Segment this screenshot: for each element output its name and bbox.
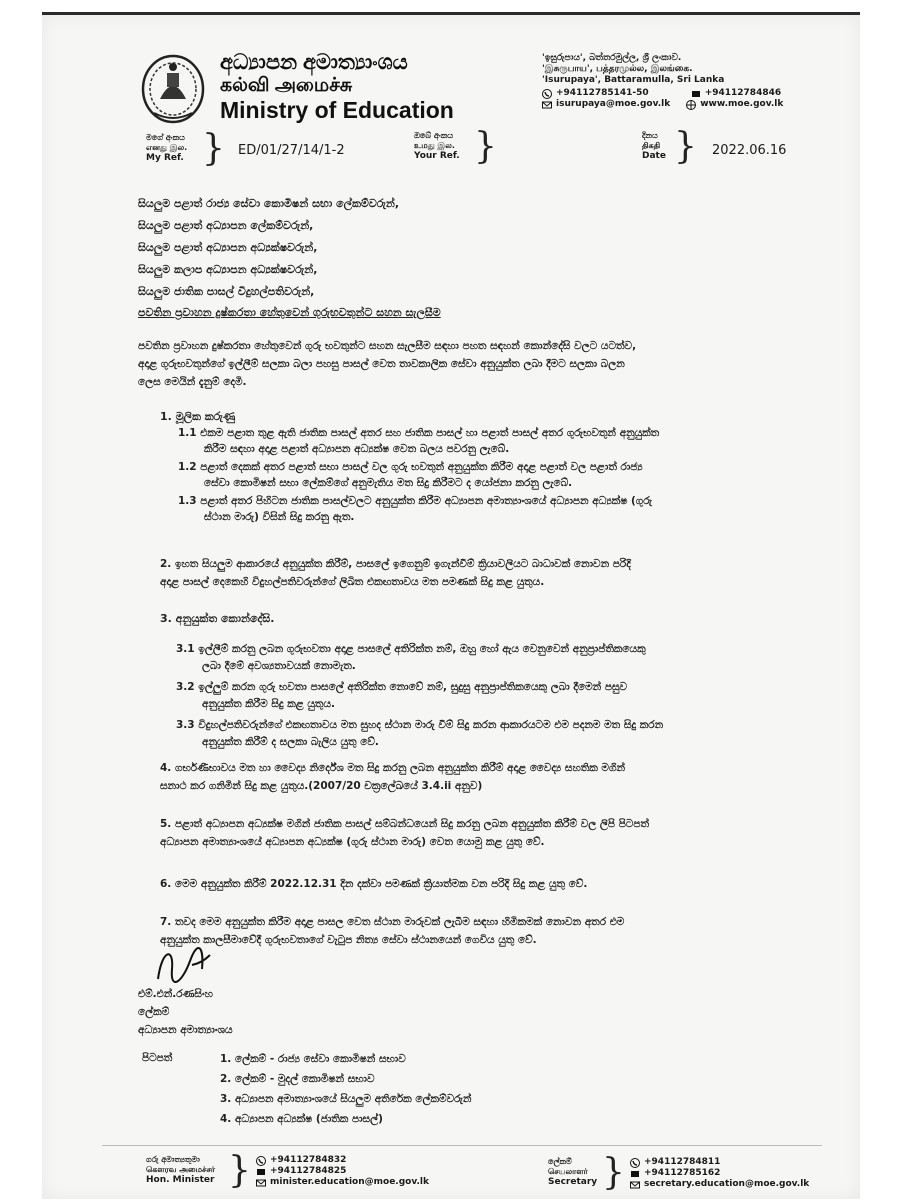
minister-phone: +94112784832 [270,1155,347,1165]
minister-label-si: ගරු අමාත්‍යතුමා [146,1155,200,1164]
letter-subject: පවතින ප්‍රවාහන දුෂ්කරතා හේතුවෙන් ගුරුභවතුන්ට සහන සැලසීම [138,306,441,319]
date-value: 2022.06.16 [712,143,787,158]
minister-label-ta: கௌரவ அமைச்சர் [146,1165,216,1174]
addressee-item: සියලුම පළාත් අධ්‍යාපන ලේකම්වරුන්, [138,219,314,232]
intro-line: ලෙස මෙයින් දැනුම් දෙමි. [138,376,247,388]
phone-number: +94112785141-50 [556,88,649,98]
minister-brace: } [228,1150,251,1191]
section-2-line: අදාළ පාසල් දෙකෙහි විදුහල්පතිවරුන්ගේ ලිඛිත එකඟතාවය මත පමණක් සිදු කළ යුතුය. [160,576,545,588]
item-1-2-line: සේවා කොමිෂන් සභා ලේකම්ගේ අනුමැතිය මත සිදු කිරීමට ද යෝජනා කරනු ලැබේ. [204,477,573,489]
item-3-2-line: 3.2 ඉල්ලුම් කරන ගුරු භවතා පාසලේ අතිරික්ත නොවේ නම්, සුදුසු අනුප්‍රාප්තිකයෙකු ලබා දීමෙන් පසුව [176,681,628,693]
addressee-item: සියලුම පළාත් අධ්‍යාපන අධ්‍යක්ෂවරුන්, [138,241,318,254]
secretary-brace: } [602,1152,625,1193]
section-2-line: 2. ඉහත සියලුම ආකාරයේ අනුයුක්ත කිරීම්, පාසලේ ඉගෙනුම් ඉගැන්වීම් ක්‍රියාවලියට බාධාවක් නොවන පරිදි [160,558,631,570]
copies-item: 1. ලේකම් - රාජ්‍ය සේවා කොමිෂන් සභාව [220,1053,406,1065]
handwritten-signature-icon [152,939,222,989]
ministry-name-english: Ministry of Education [220,97,454,123]
fax-number: +94112784846 [704,88,782,98]
addressee-item: සියලුම පළාත් රාජ්‍ය සේවා කොමිෂන් සභා ලේකම්වරුන්, [138,197,400,210]
intro-paragraph [138,337,838,391]
item-1-2-line: 1.2 පළාත් දෙකක් අතර පළාත් සභා පාසල් වල ගුරු භවතුන් අනුයුක්ත කිරීම අදාළ පළාත් වල පළාත් රාජ්‍ය [178,461,643,473]
section-1-items [178,425,838,525]
item-1-1-line: 1.1 එකම පළාත තුළ ඇති ජාතික පාසල් අතර සහ ජාතික පාසල් හා පළාත් පාසල් අතර ගුරුභවතුන් අනුයුක්ත [178,427,660,439]
email-icon [542,100,552,110]
secretary-email: secretary.education@moe.gov.lk [644,1179,810,1189]
item-1-1-line: කිරීම සඳහා අදාළ පළාත් අධ්‍යාපන අධ්‍යක්ෂ වෙත බලය පවරනු ලැබේ. [204,443,510,455]
footer-divider [102,1145,822,1146]
intro-line: පවතින ප්‍රවාහන දුෂ්කරතා හේතුවෙන් ගුරු භවතුන්ට සහන සැලසීම සඳහා පහත සඳහන් කොන්දේසි වලට යටත්ව, [138,340,637,352]
minister-email: minister.education@moe.gov.lk [270,1177,429,1187]
section-4-line: සනාථ කර ගනිමින් සිදු කළ යුතුය.(2007/20 චක්‍රලේඛයේ 3.4.ii අනුව) [160,780,483,792]
fax-icon [691,89,701,99]
date-label-si: දිනය [642,131,658,140]
my-ref-label-ta: எனது இல. [146,143,188,152]
section-4 [160,759,850,795]
address-block [542,53,842,110]
intro-line: අදාළ ගුරුභවතුන්ගේ ඉල්ලීම් සලකා බලා පහසු පාසල් වෙත තාවකාලික සේවා අනුයුක්ත ලබා දීමට සලකා බලන [138,358,625,370]
date-label [642,131,666,161]
section-4-line: 4. ගර්භණීභාවය මත හා වෛද්‍ය නිර්දේශ මත සිදු කරනු ලබන අනුයුක්ත කිරීම් අදාළ වෛද්‍ය සහතික මගින් [160,762,626,774]
copies-list [220,1049,471,1129]
item-3-1-line: ලබා දීමේ අවශ්‍යතාවයක් නොමැත. [202,660,356,672]
item-3-3-line: අනුයුක්ත කිරීම් ද සලකා බැලිය යුතු වේ. [202,736,379,748]
signature-block [138,985,233,1039]
signatory-name: එම්.එන්.රණසිංහ [138,988,213,1000]
item-3-2-line: අනුයුක්ත කිරීම සිදු කළ යුතුය. [202,698,335,710]
letter-sheet [42,12,860,1199]
section-7 [160,913,850,949]
minister-fax: +94112784825 [270,1166,347,1176]
secretary-label [548,1157,597,1187]
section-5-line: අධ්‍යාපන අමාත්‍යාංශයේ අධ්‍යාපන අධ්‍යක්ෂ (ගුරු ස්ථාන මාරු) වෙත යොමු කළ යුතු වේ. [160,836,545,848]
state-emblem-icon [140,51,206,125]
your-ref-label [414,131,460,161]
item-3-3-line: 3.3 විදුහල්පතිවරුන්ගේ එකඟතාවය මත සුහද ස්ථාන මාරු වීම් සිදු කරන ආකාරයටම එම පදනම මත සිදු කරන [176,719,664,731]
phone-icon [542,89,552,99]
address-sinhala: 'ඉසුරුපාය', බත්තරමුල්ල, ශ්‍රී ලංකාව. [542,53,682,63]
secretary-label-ta: செயலாளர் [548,1167,588,1176]
item-3-1-line: 3.1 ඉල්ලීම් කරනු ලබන ගුරුභවතා අදාළ පාසලේ අතිරික්ත නම්, ඔහු හෝ ඇය වෙනුවෙන් අනුප්‍රාප්තිකයෙකු [176,643,646,655]
copies-item: 4. අධ්‍යාපන අධ්‍යක්ෂ (ජාතික පාසල්) [220,1113,383,1125]
your-ref-brace: } [474,126,497,167]
section-6: 6. මෙම අනුයුක්ත කිරීම් 2022.12.31 දින දක්වා පමණක් ක්‍රියාත්මක වන පරිදි සිදු කළ යුතු වේ. [160,878,588,890]
ministry-name-tamil: கல்வி அமைச்சு [220,75,353,96]
section-2 [160,555,850,591]
copies-item: 3. අධ්‍යාපන අමාත්‍යාංශයේ සියලුම අතිරේක ලේකම්වරුන් [220,1093,472,1105]
address-english: 'Isurupaya', Battaramulla, Sri Lanka [542,75,725,85]
signatory-org: අධ්‍යාපන අමාත්‍යාංශය [138,1024,233,1036]
section-7-line: 7. තවද මෙම අනුයුක්ත කිරීම අදාළ පාසල වෙත ස්ථාන මාරුවක් ලැබීම සඳහා හිමිකමක් නොවන අතර එම [160,916,625,928]
section-1-title: 1. මූලික කරුණු [160,410,236,423]
your-ref-label-ta: உமது இல. [414,141,455,150]
my-ref-label-si: මගේ අංකය [146,133,185,142]
secretary-label-en: Secretary [548,1177,598,1187]
minister-label [146,1155,215,1185]
copies-label: පිටපත් [142,1052,173,1064]
item-1-3-line: ස්ථාන මාරු) විසින් සිදු කරනු ඇත. [204,511,355,523]
phone-icon [630,1158,640,1168]
secretary-label-si: ලේකම් [548,1157,572,1166]
website: www.moe.gov.lk [700,99,784,109]
secretary-contacts [630,1157,809,1190]
section-5 [160,815,850,851]
date-brace: } [674,126,697,167]
date-label-ta: திகதி [642,141,661,150]
email-address: isurupaya@moe.gov.lk [556,99,671,109]
secretary-fax: +94112785162 [644,1168,721,1178]
item-1-3-line: 1.3 පළාත් අතර පිහිටන ජාතික පාසල්වලට අනුයුක්ත කිරීම අධ්‍යාපන අමාත්‍යාංශයේ අධ්‍යාපන අධ්‍යක්ෂ (ගුරු [178,495,653,507]
your-ref-label-si: ඔබේ අංකය [414,131,454,140]
phone-icon [256,1156,266,1166]
section-7-line: අනුයුක්ත කාලසීමාවේදී ගුරුභවතාගේ වැටුප නිත්‍ය සේවා ස්ථානයෙන් ගෙවිය යුතු වේ. [160,934,537,946]
my-ref-label [146,133,187,163]
section-5-line: 5. පළාත් අධ්‍යාපන අධ්‍යක්ෂ මගින් ජාතික පාසල් සම්බන්ධයෙන් සිදු කරනු ලබන අනුයුක්ත කිරීම් වල ලිපි පිටපත් [160,818,649,830]
ministry-name-sinhala: අධ්‍යාපන අමාත්‍යාංශය [220,51,408,74]
my-ref-label-en: My Ref. [146,153,184,163]
date-label-en: Date [642,151,666,161]
my-ref-value: ED/01/27/14/1-2 [238,143,345,158]
my-ref-brace: } [202,128,225,169]
your-ref-label-en: Your Ref. [414,151,460,161]
address-tamil: 'இசுருபாய', பத்தரமுல்ல, இலங்கை. [542,64,693,74]
email-icon [630,1180,640,1190]
secretary-phone: +94112784811 [644,1157,721,1167]
addressee-item: සියලුම කලාප අධ්‍යාපන අධ්‍යක්ෂවරුන්, [138,263,318,276]
addressee-item: සියලුම ජාතික පාසල් විදුහල්පතිවරුන්, [138,285,315,298]
addressee-list [138,193,399,303]
section-3-title: 3. අනුයුක්ත කොන්දේසි. [160,612,275,625]
fax-icon [256,1167,266,1177]
section-3-items [176,641,846,751]
minister-contacts [256,1155,429,1188]
signatory-title: ලේකම් [138,1006,170,1018]
fax-icon [630,1169,640,1179]
web-icon [686,100,696,110]
copies-item: 2. ලේකම් - මුදල් කොමිෂන් සභාව [220,1073,375,1085]
minister-label-en: Hon. Minister [146,1175,215,1185]
email-icon [256,1178,266,1188]
